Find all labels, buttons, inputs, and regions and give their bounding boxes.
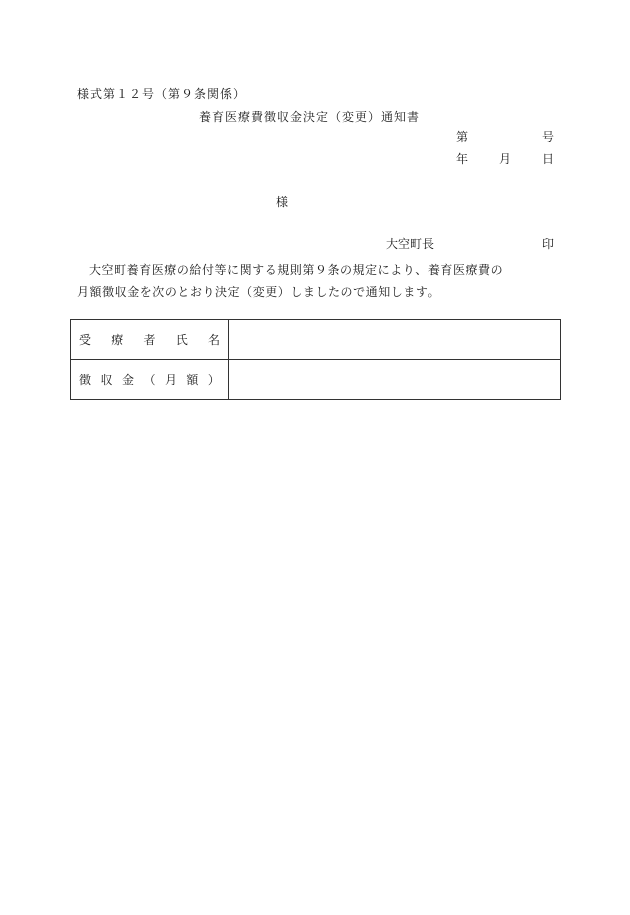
recipient-sama: 様 (276, 195, 289, 209)
label-char: 者 (143, 333, 156, 347)
seal-mark: 印 (542, 237, 555, 251)
date-year: 年 (456, 152, 469, 166)
body-text (77, 259, 563, 303)
form-number: 様式第１２号（第９条関係） (77, 87, 247, 101)
date-day: 日 (542, 152, 555, 166)
monthly-collection-value (229, 360, 561, 400)
doc-number-dai: 第 (456, 130, 469, 144)
label-char: 療 (111, 333, 124, 347)
table-row (71, 360, 561, 400)
label-char: 徴 (79, 373, 92, 387)
recipient-name-label (71, 320, 229, 360)
label-char: 収 (100, 373, 113, 387)
label-char: 月 (164, 373, 177, 387)
info-table (70, 319, 561, 400)
recipient-name-value (229, 320, 561, 360)
label-char: 金 (121, 373, 134, 387)
label-char: ） (207, 373, 220, 387)
label-char: （ (143, 373, 156, 387)
label-char: 額 (186, 373, 199, 387)
table-row (71, 320, 561, 360)
label-char: 名 (207, 333, 220, 347)
document-title: 養育医療費徴収金決定（変更）通知書 (199, 110, 421, 124)
date-month: 月 (499, 152, 512, 166)
body-line-1: 大空町養育医療の給付等に関する規則第９条の規定により、養育医療費の (89, 263, 504, 277)
sender-mayor: 大空町長 (386, 237, 435, 251)
body-line-2: 月額徴収金を次のとおり決定（変更）しましたので通知します。 (77, 285, 440, 299)
label-char: 受 (79, 333, 92, 347)
label-char: 氏 (175, 333, 188, 347)
monthly-collection-label (71, 360, 229, 400)
doc-number-go: 号 (542, 130, 555, 144)
